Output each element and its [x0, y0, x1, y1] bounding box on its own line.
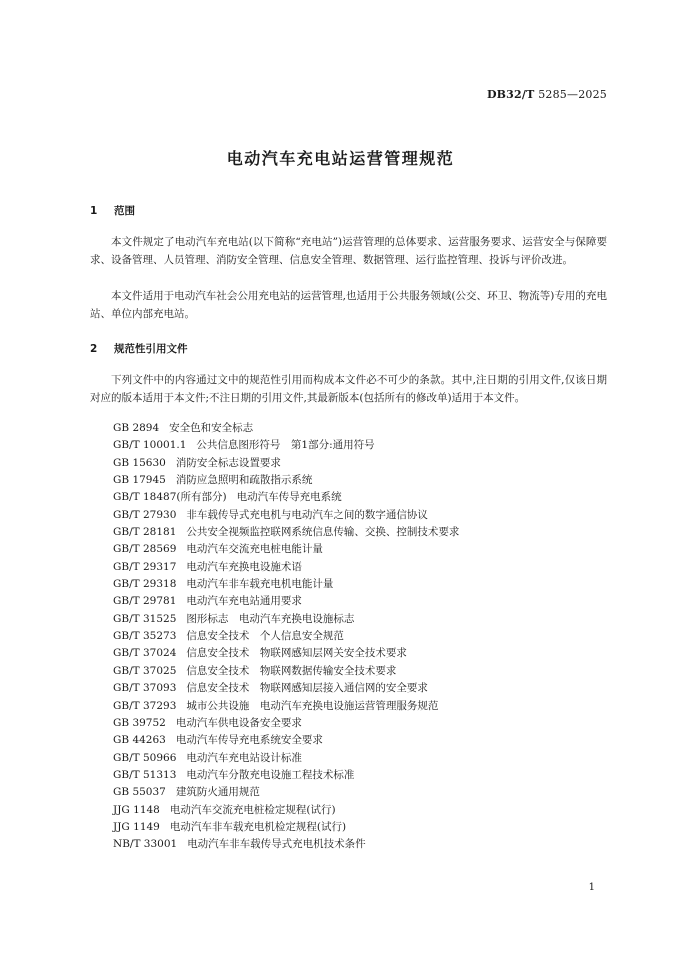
- reference-title: 公共信息图形符号 第1部分:通用符号: [196, 439, 375, 452]
- reference-title: 电动汽车非车载充电机电能计量: [186, 578, 334, 591]
- paragraph-scope-2: 本文件适用于电动汽车社会公用充电站的运营管理,也适用于公共服务领域(公交、环卫、物流等)专用的充电站、单位内部充电站。: [90, 290, 607, 320]
- reference-item: [113, 455, 459, 472]
- reference-code: GB/T 18487(所有部分): [113, 491, 227, 504]
- reference-code: GB/T 37093: [113, 682, 177, 695]
- reference-code: GB/T 50966: [113, 751, 177, 764]
- reference-code: GB 15630: [113, 456, 166, 469]
- reference-item: [113, 611, 459, 628]
- section-number: 1: [90, 205, 98, 217]
- reference-code: GB/T 51313: [113, 768, 177, 781]
- reference-title: 图形标志 电动汽车充换电设施标志: [186, 612, 355, 625]
- reference-code: GB/T 29781: [113, 595, 177, 608]
- reference-code: GB 39752: [113, 716, 166, 729]
- reference-item: [113, 507, 459, 524]
- reference-item: [113, 541, 459, 558]
- reference-code: JJG 1149: [113, 820, 160, 833]
- reference-item: [113, 472, 459, 489]
- reference-title: 电动汽车交流充电桩检定规程(试行): [169, 803, 336, 816]
- reference-title: 信息安全技术 物联网数据传输安全技术要求: [186, 664, 397, 677]
- paragraph-scope-1: 本文件规定了电动汽车充电站(以下简称“充电站”)运营管理的总体要求、运营服务要求、运营安全与保障要求、设备管理、人员管理、消防安全管理、信息安全管理、数据管理、运行监控管理、投诉与评价改进。: [90, 236, 607, 266]
- reference-list: [113, 420, 459, 854]
- reference-title: 电动汽车交流充电桩电能计量: [186, 543, 323, 556]
- reference-item: [113, 802, 459, 819]
- reference-title: 电动汽车充电站设计标准: [186, 751, 302, 764]
- reference-item: [113, 784, 459, 801]
- section-title: 规范性引用文件: [114, 343, 188, 355]
- section-heading-scope: [90, 203, 135, 218]
- reference-item: [113, 663, 459, 680]
- reference-code: JJG 1148: [113, 803, 160, 816]
- reference-item: [113, 750, 459, 767]
- reference-title: 电动汽车非车载传导式充电机技术条件: [187, 838, 366, 851]
- standard-prefix: DB32/T: [486, 88, 535, 101]
- reference-title: 消防安全标志设置要求: [175, 456, 281, 469]
- reference-title: 安全色和安全标志: [169, 422, 254, 434]
- reference-item: [113, 680, 459, 697]
- reference-item: [113, 645, 459, 662]
- reference-title: 非车载传导式充电机与电动汽车之间的数字通信协议: [186, 508, 428, 521]
- reference-item: [113, 698, 459, 715]
- reference-item: [113, 576, 459, 593]
- reference-code: GB/T 28569: [113, 543, 177, 556]
- reference-code: GB/T 29317: [113, 560, 177, 573]
- reference-item: [113, 819, 459, 836]
- document-title: 电动汽车充电站运营管理规范: [226, 149, 455, 168]
- reference-code: GB/T 37024: [113, 647, 177, 660]
- reference-title: 信息安全技术 物联网感知层接入通信网的安全要求: [186, 682, 428, 695]
- reference-code: NB/T 33001: [113, 838, 178, 851]
- reference-code: GB/T 37293: [113, 699, 177, 712]
- reference-item: [113, 628, 459, 645]
- reference-title: 电动汽车充电站通用要求: [186, 595, 302, 608]
- reference-code: GB/T 29318: [113, 578, 177, 591]
- standard-number: 5285—2025: [538, 88, 607, 101]
- reference-code: GB 17945: [113, 474, 166, 487]
- section-number: 2: [90, 343, 98, 355]
- reference-title: 电动汽车传导充电系统: [236, 491, 342, 504]
- reference-item: [113, 732, 459, 749]
- reference-code: GB 2894: [113, 422, 160, 434]
- reference-title: 电动汽车非车载充电机检定规程(试行): [169, 820, 347, 833]
- reference-code: GB/T 31525: [113, 612, 177, 625]
- standard-code: [487, 88, 607, 101]
- reference-item: [113, 524, 459, 541]
- reference-title: 电动汽车充换电设施术语: [186, 560, 302, 573]
- reference-item: [113, 559, 459, 576]
- reference-title: 电动汽车分散充电设施工程技术标准: [186, 768, 355, 781]
- reference-title: 消防应急照明和疏散指示系统: [175, 474, 313, 487]
- reference-title: 城市公共设施 电动汽车充换电设施运营管理服务规范: [186, 699, 439, 712]
- reference-item: [113, 767, 459, 784]
- reference-item: [113, 420, 459, 437]
- reference-item: [113, 715, 459, 732]
- reference-title: 公共安全视频监控联网系统信息传输、交换、控制技术要求: [186, 526, 460, 539]
- reference-title: 信息安全技术 物联网感知层网关安全技术要求: [186, 647, 407, 660]
- reference-item: [113, 836, 459, 853]
- reference-item: [113, 437, 459, 454]
- section-heading-normative-references: [90, 341, 188, 356]
- reference-title: 信息安全技术 个人信息安全规范: [186, 630, 344, 643]
- reference-code: GB/T 37025: [113, 664, 177, 677]
- reference-code: GB/T 28181: [113, 526, 177, 539]
- reference-title: 电动汽车传导充电系统安全要求: [175, 734, 323, 747]
- reference-code: GB/T 10001.1: [113, 439, 187, 452]
- section-title: 范围: [114, 205, 135, 217]
- reference-title: 电动汽车供电设备安全要求: [175, 716, 302, 729]
- reference-code: GB/T 35273: [113, 630, 177, 643]
- reference-title: 建筑防火通用规范: [175, 786, 260, 799]
- reference-code: GB/T 27930: [113, 508, 177, 521]
- page-number: 1: [588, 882, 595, 893]
- reference-code: GB 55037: [113, 786, 166, 799]
- reference-item: [113, 489, 459, 506]
- paragraph-references-intro: 下列文件中的内容通过文中的规范性引用而构成本文件必不可少的条款。其中,注日期的引用文件,仅该日期对应的版本适用于本文件;不注日期的引用文件,其最新版本(包括所有的修改单)适用于本文件。: [90, 374, 607, 404]
- reference-item: [113, 593, 459, 610]
- reference-code: GB 44263: [113, 734, 166, 747]
